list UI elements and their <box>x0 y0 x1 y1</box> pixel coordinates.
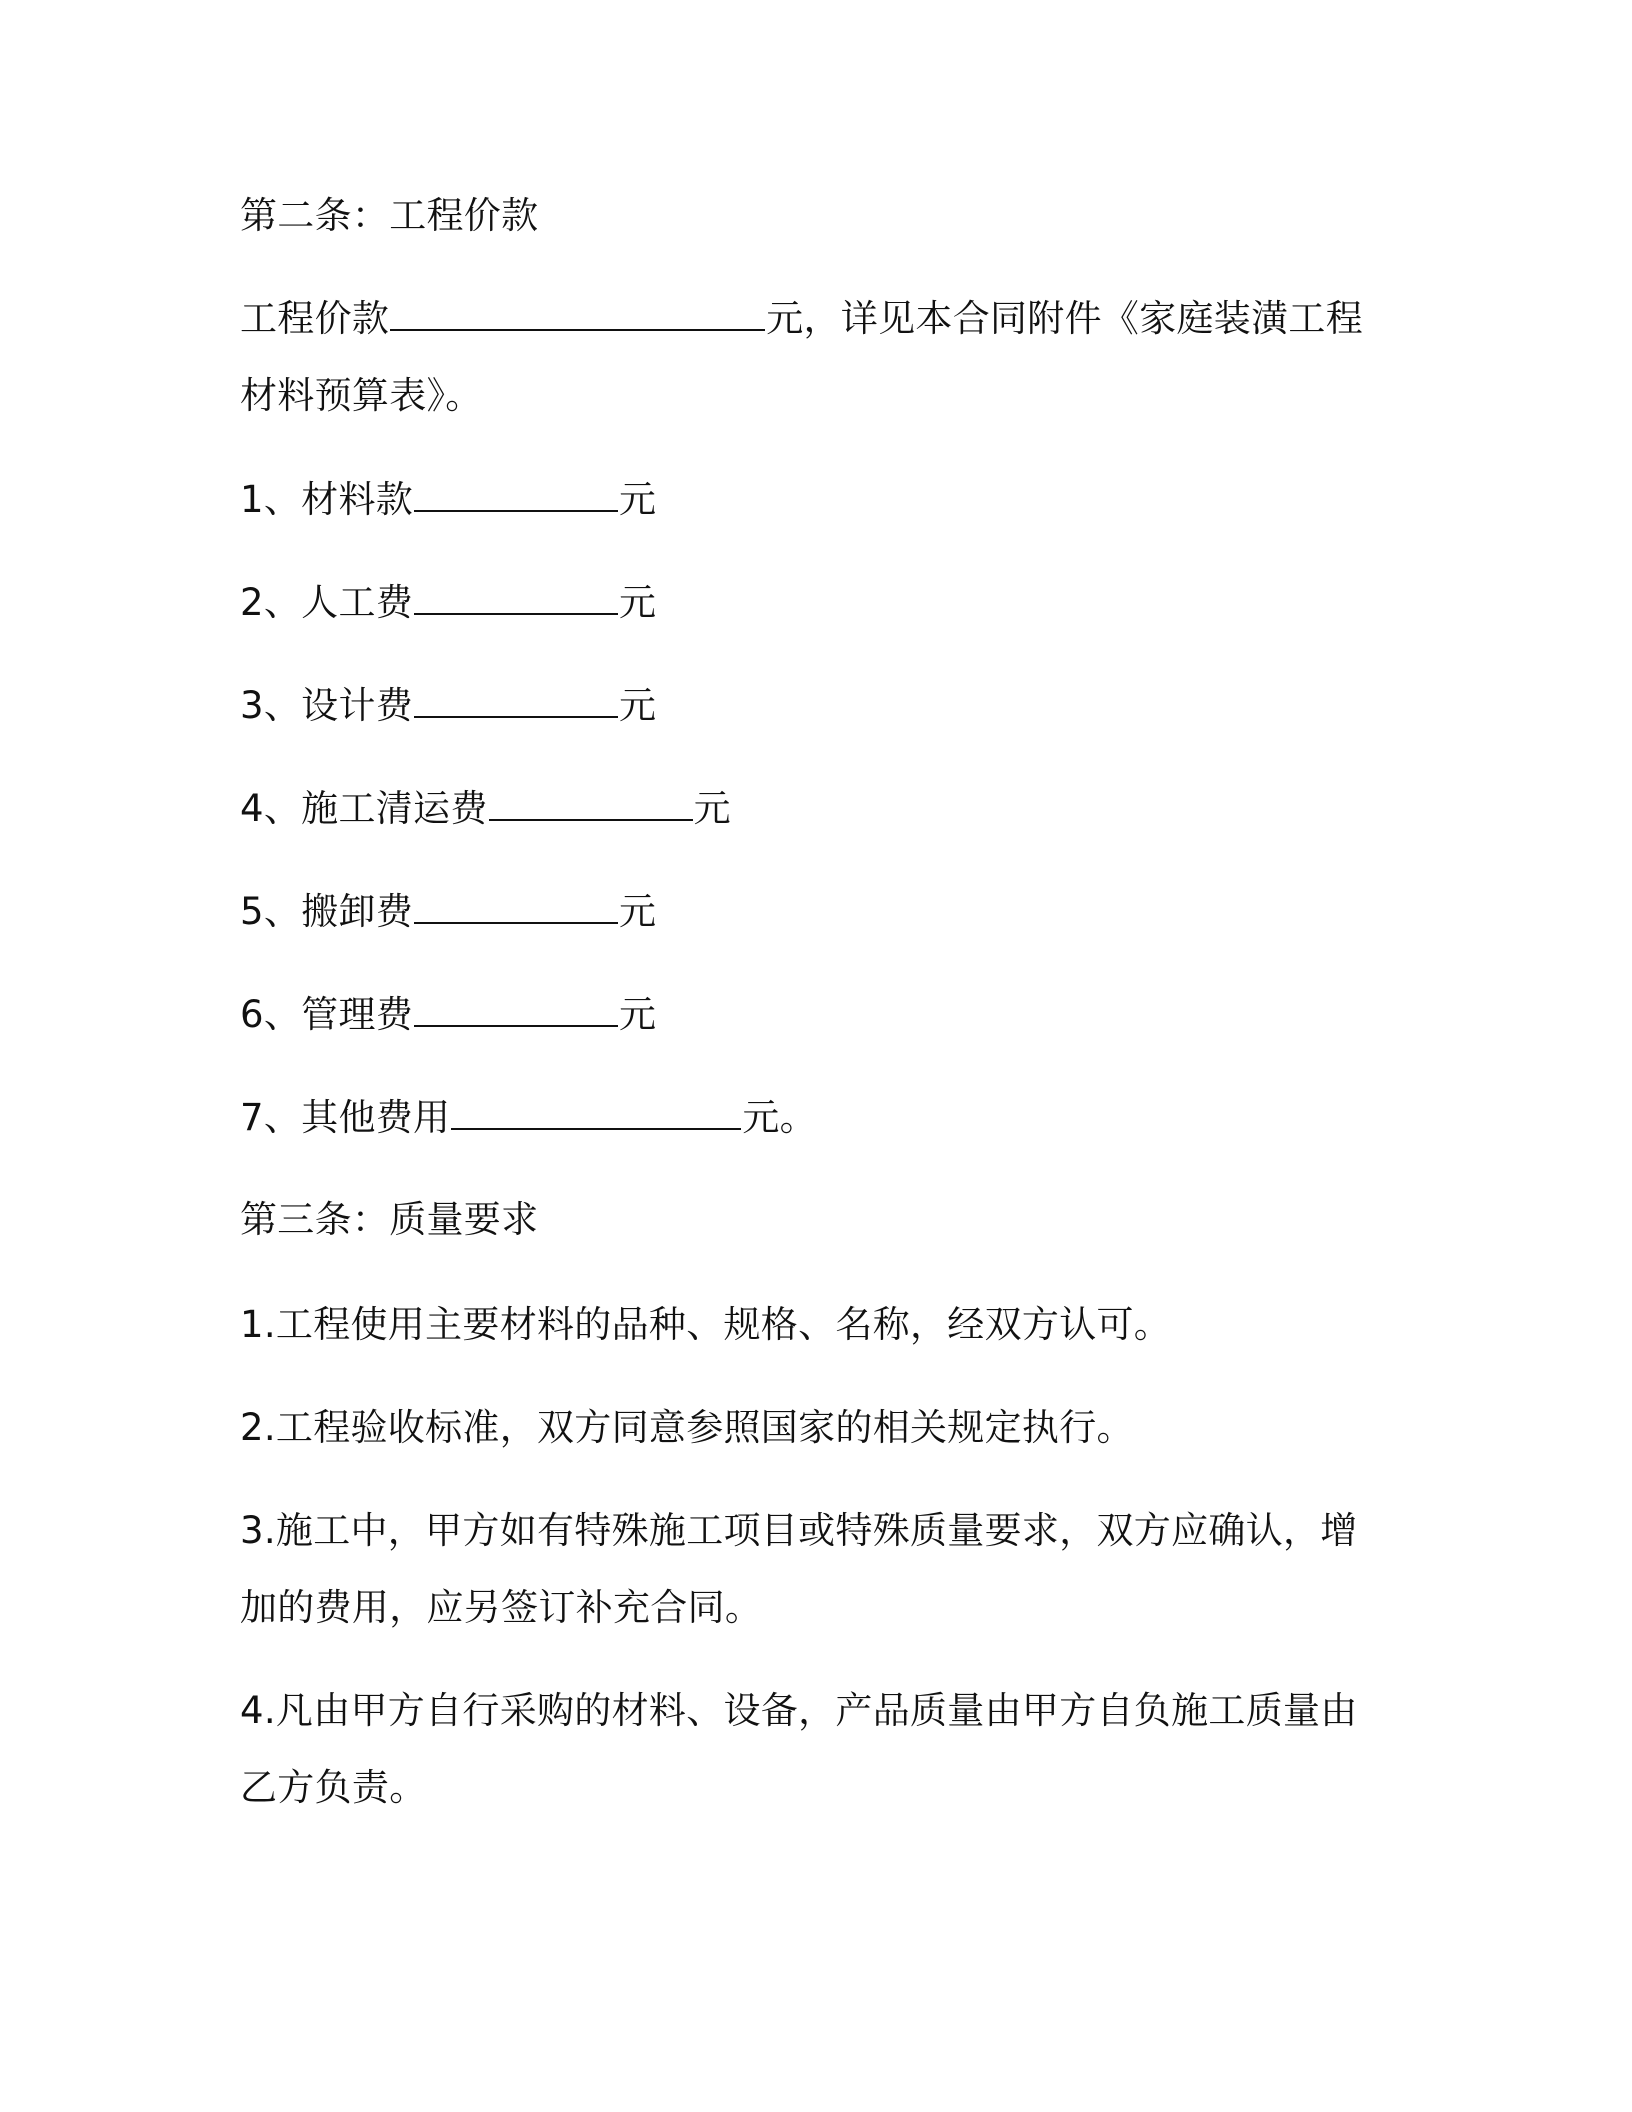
cost-item-unit: 元 <box>619 890 657 933</box>
cost-item-unit: 元 <box>619 684 657 727</box>
cost-item-cleanup <box>240 787 731 830</box>
cost-item-blank[interactable] <box>414 999 618 1027</box>
price-suffix: 元，详见本合同附件《家庭装潢工程 <box>766 297 1364 340</box>
section-2-heading: 第二条：工程价款 <box>240 194 539 237</box>
cost-item-labor <box>240 581 657 624</box>
cost-item-label: 7、其他费用 <box>240 1096 451 1139</box>
price-blank[interactable] <box>390 303 765 331</box>
quality-item-4-line-2: 乙方负责。 <box>240 1766 427 1809</box>
cost-item-design <box>240 684 657 727</box>
cost-item-label: 5、搬卸费 <box>240 890 414 933</box>
cost-item-blank[interactable] <box>414 690 618 718</box>
cost-item-unit: 元 <box>619 478 657 521</box>
cost-item-blank[interactable] <box>414 587 618 615</box>
cost-item-blank[interactable] <box>489 793 693 821</box>
section-3-heading: 第三条：质量要求 <box>240 1198 539 1241</box>
cost-item-blank[interactable] <box>414 896 618 924</box>
cost-item-label: 2、人工费 <box>240 581 414 624</box>
cost-item-other <box>240 1096 817 1139</box>
price-label: 工程价款 <box>240 297 390 340</box>
cost-item-unit: 元 <box>619 993 657 1036</box>
quality-item-4-line-1: 4.凡由甲方自行采购的材料、设备，产品质量由甲方自负施工质量由 <box>240 1689 1358 1732</box>
cost-item-handling <box>240 890 657 933</box>
quality-item-1: 1.工程使用主要材料的品种、规格、名称，经双方认可。 <box>240 1303 1172 1346</box>
quality-item-3-line-2: 加的费用，应另签订补充合同。 <box>240 1586 763 1629</box>
quality-item-2: 2.工程验收标准，双方同意参照国家的相关规定执行。 <box>240 1406 1134 1449</box>
price-line-1 <box>240 297 1364 340</box>
cost-item-label: 6、管理费 <box>240 993 414 1036</box>
cost-item-label: 1、材料款 <box>240 478 414 521</box>
cost-item-material <box>240 478 657 521</box>
cost-item-label: 3、设计费 <box>240 684 414 727</box>
cost-item-management <box>240 993 657 1036</box>
price-line-2: 材料预算表》。 <box>240 374 483 417</box>
cost-item-unit: 元 <box>619 581 657 624</box>
cost-item-unit: 元。 <box>742 1096 817 1139</box>
cost-item-blank[interactable] <box>414 484 618 512</box>
cost-item-blank[interactable] <box>451 1102 741 1130</box>
cost-item-unit: 元 <box>693 787 731 830</box>
quality-item-3-line-1: 3.施工中，甲方如有特殊施工项目或特殊质量要求，双方应确认，增 <box>240 1509 1358 1552</box>
cost-item-label: 4、施工清运费 <box>240 787 488 830</box>
